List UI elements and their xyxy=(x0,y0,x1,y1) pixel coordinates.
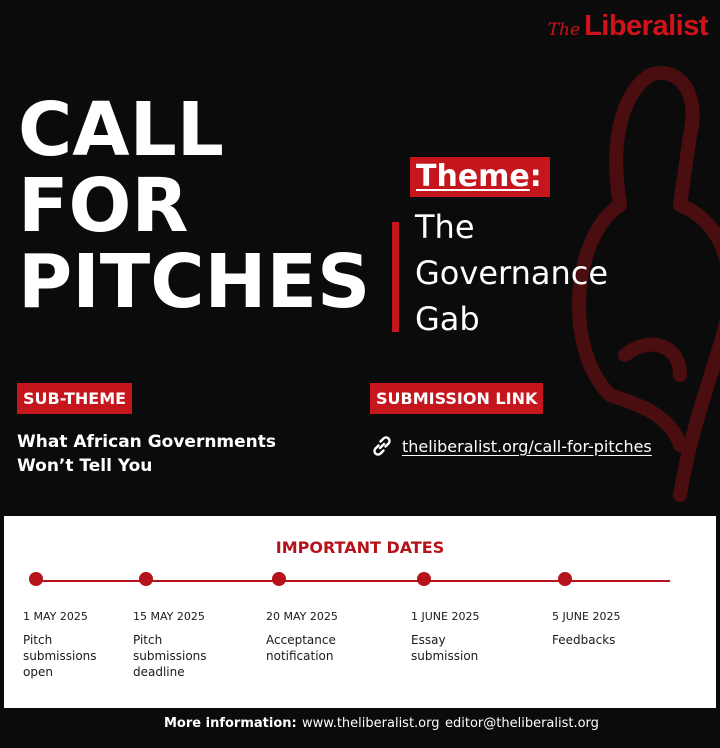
theme-title-line: Gab xyxy=(415,300,480,338)
footer xyxy=(0,708,720,748)
milestone-desc: Essay submission xyxy=(411,633,479,663)
milestone-dot xyxy=(139,572,153,586)
headline-line: PITCHES xyxy=(18,239,371,325)
logo-script-text: The xyxy=(547,20,581,40)
theme-title-line: Governance xyxy=(415,254,609,292)
theme-divider xyxy=(392,222,399,332)
headline xyxy=(18,87,371,325)
theme-label-colon: : xyxy=(529,159,542,194)
milestone-date: 5 JUNE 2025 xyxy=(552,610,621,623)
headline-line: CALL xyxy=(18,87,224,173)
milestone-dot xyxy=(417,572,431,586)
theme-title-line: The xyxy=(415,208,475,246)
timeline-line xyxy=(34,580,670,582)
milestone-date: 15 MAY 2025 xyxy=(133,610,205,623)
headline-line: FOR xyxy=(18,163,189,249)
sub-theme-label: SUB-THEME xyxy=(17,383,132,414)
milestone-desc: Acceptance notification xyxy=(266,633,336,663)
milestone-dot xyxy=(29,572,43,586)
milestone-date: 1 JUNE 2025 xyxy=(411,610,480,623)
sub-theme-line: What African Governments xyxy=(17,432,277,452)
footer-email-link[interactable]: editor@theliberalist.org xyxy=(445,716,599,731)
milestone-dot xyxy=(272,572,286,586)
important-dates-title: IMPORTANT DATES xyxy=(275,538,445,557)
important-dates-panel xyxy=(4,516,716,708)
brand-logo xyxy=(548,10,708,43)
milestone-desc: Pitch submissions open xyxy=(23,633,97,679)
theme-label-word: Theme xyxy=(416,159,530,194)
sub-theme-text xyxy=(17,430,276,478)
logo-wordmark: Liberalist xyxy=(584,10,708,42)
submission-url[interactable]: theliberalist.org/call-for-pitches xyxy=(402,436,652,456)
milestone-desc: Feedbacks xyxy=(552,633,616,647)
link-icon xyxy=(370,434,394,458)
milestone-date: 1 MAY 2025 xyxy=(23,610,88,623)
theme-title xyxy=(415,204,608,342)
theme-label xyxy=(410,157,550,197)
sub-theme-line: Won’t Tell You xyxy=(17,456,153,476)
footer-website-link[interactable]: www.theliberalist.org xyxy=(302,716,440,731)
footer-label: More information: xyxy=(164,716,297,731)
milestone-desc: Pitch submissions deadline xyxy=(133,633,207,679)
milestone-date: 20 MAY 2025 xyxy=(266,610,338,623)
submission-link-label: SUBMISSION LINK xyxy=(370,383,543,414)
submission-link[interactable] xyxy=(370,434,652,458)
milestone-dot xyxy=(558,572,572,586)
